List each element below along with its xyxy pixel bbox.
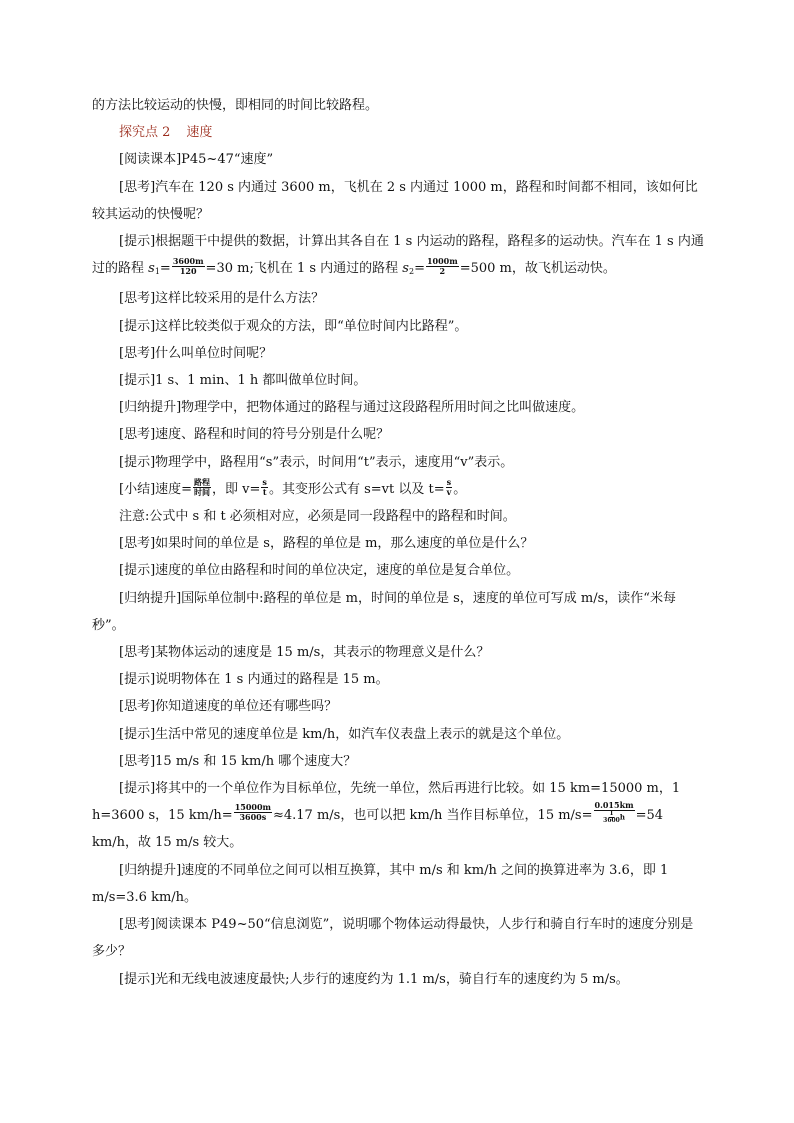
paragraph-note: 注意:公式中 s 和 t 必须相对应，必须是同一段路程中的路程和时间。: [119, 509, 516, 525]
subscript: 1: [154, 267, 160, 277]
text-run: =500 m，故飞机运动快。: [459, 261, 616, 277]
fraction-denominator: t: [262, 486, 267, 497]
paragraph: [提示]生活中常见的速度单位是 km/h，如汽车仪表盘上表示的就是这个单位。: [119, 726, 570, 742]
paragraph: [思考]如果时间的单位是 s，路程的单位是 m，那么速度的单位是什么？: [119, 536, 534, 552]
paragraph: [思考]某物体运动的速度是 15 m/s，其表示的物理意义是什么？: [119, 645, 490, 661]
fraction-denominator: 120: [179, 266, 197, 277]
paragraph: [提示]说明物体在 1 s 内通过的路程是 15 m。: [119, 672, 389, 688]
inner-denominator: 3600: [603, 817, 620, 825]
document-content: [92, 92, 704, 993]
text-run: ≈4.17 m/s，也可以把 km/h 当作目标单位，15 m/s=: [272, 808, 593, 824]
fraction-numerator: s: [446, 476, 452, 487]
fraction-numerator: 15000m: [234, 802, 271, 813]
paragraph: [思考]什么叫单位时间呢？: [119, 345, 273, 361]
paragraph: [思考]阅读课本 P49~50“信息浏览”，说明哪个物体运动得最快，人步行和骑自行车时的速度分别是多少？: [92, 917, 694, 960]
text-run: =54 km/h，故 15 m/s 较大。: [92, 808, 664, 851]
paragraph: [提示]1 s、1 min、1 h 都叫做单位时间。: [119, 373, 367, 389]
fraction: [172, 257, 205, 276]
paragraph-summary: [92, 476, 704, 503]
section-title: 速度: [186, 125, 213, 141]
inner-numerator: 1: [609, 810, 614, 818]
fraction-numerator: 路程: [194, 476, 211, 487]
unit-text: h: [619, 812, 625, 822]
paragraph: [提示]这样比较类似于观众的方法，即“单位时间内比路程”。: [119, 318, 468, 334]
text-run: 。: [453, 481, 467, 497]
fraction-denominator: 3600s: [239, 812, 267, 823]
paragraph: [思考]你知道速度的单位还有哪些吗？: [119, 699, 338, 715]
text-run: [小结]速度=: [119, 481, 193, 497]
paragraph: [归纳提升]物理学中，把物体通过的路程与通过这段路程所用时间之比叫做速度。: [119, 400, 585, 416]
subscript: 2: [408, 267, 415, 277]
fraction: [446, 478, 453, 497]
text-run: ，即 v=: [212, 481, 261, 497]
paragraph: [提示]速度的单位由路程和时间的单位决定，速度的单位是复合单位。: [119, 563, 520, 579]
fraction-denominator: 时间: [194, 486, 211, 497]
fraction: [234, 803, 272, 822]
text-run: [提示]将其中的一个单位作为目标单位，先统一单位，然后再进行比较。如 15 km=15000 m，1 h=3600 s，15 km/h=: [92, 781, 681, 824]
paragraph: [思考]速度、路程和时间的符号分别是什么呢？: [119, 427, 390, 443]
fraction: [261, 478, 268, 497]
fraction-denominator: v: [446, 486, 452, 497]
paragraph-hint-compute: [提示]根据题干中提供的数据，计算出其各自在 1 s 内运动的路程，路程多的运动快。汽车在 1 s 内通过的路程 $s_1=$ $\frac{3600m}{120}$ =30 m;飞机在 1 s 内通过的路程 $s_2=$ $\frac{1000m}{2}$ =500 m，故飞机运动快。: [92, 234, 704, 277]
fraction-numerator: 3600m: [172, 256, 204, 267]
paragraph-hint-convert: [92, 775, 704, 857]
fraction-numerator: 0.015km: [594, 800, 634, 811]
fraction-numerator: 1000m: [426, 256, 458, 267]
text-run: [提示]根据题干中提供的数据，计算出其各自在 1 s 内运动的路程，路程多的运动快。汽车在 1 s 内通过的路程: [92, 234, 704, 277]
inner-fraction: [603, 811, 620, 824]
paragraph: [思考]15 m/s 和 15 km/h 哪个速度大？: [119, 753, 357, 769]
paragraph: [归纳提升]国际单位制中:路程的单位是 m，时间的单位是 s，速度的单位可写成 m/s，读作“米每秒”。: [92, 590, 676, 633]
fraction-denominator: 2: [439, 266, 446, 277]
intro-text: 的方法比较运动的快慢，即相同的时间比较路程。: [92, 98, 379, 113]
fraction: [594, 801, 635, 824]
fraction-numerator: s: [262, 476, 267, 487]
symbol-s: s: [148, 261, 155, 277]
section-label: 探究点 2: [119, 125, 171, 141]
fraction: [426, 257, 459, 276]
paragraph-think: [思考]汽车在 120 s 内通过 3600 m，飞机在 2 s 内通过 1000 m，路程和时间都不相同，该如何比较其运动的快慢呢？: [92, 179, 698, 222]
symbol-s: s: [402, 261, 409, 277]
text-run: =30 m;飞机在 1 s 内通过的路程: [205, 261, 403, 277]
section-heading: [92, 119, 704, 146]
fraction: [193, 478, 211, 497]
paragraph: [提示]光和无线电波速度最快;人步行的速度约为 1.1 m/s，骑自行车的速度约为 5 m/s。: [119, 971, 629, 987]
fraction-denominator: [602, 811, 626, 824]
paragraph: [归纳提升]速度的不同单位之间可以相互换算，其中 m/s 和 km/h 之间的换算进率为 3.6，即 1 m/s=3.6 km/h。: [92, 862, 669, 905]
paragraph: [思考]这样比较采用的是什么方法？: [119, 291, 325, 307]
text-run: 。其变形公式有 s=vt 以及 t=: [268, 481, 445, 497]
paragraph-read: [阅读课本]P45~47“速度”: [119, 152, 274, 168]
paragraph: [提示]物理学中，路程用“s”表示，时间用“t”表示，速度用“v”表示。: [119, 454, 514, 470]
